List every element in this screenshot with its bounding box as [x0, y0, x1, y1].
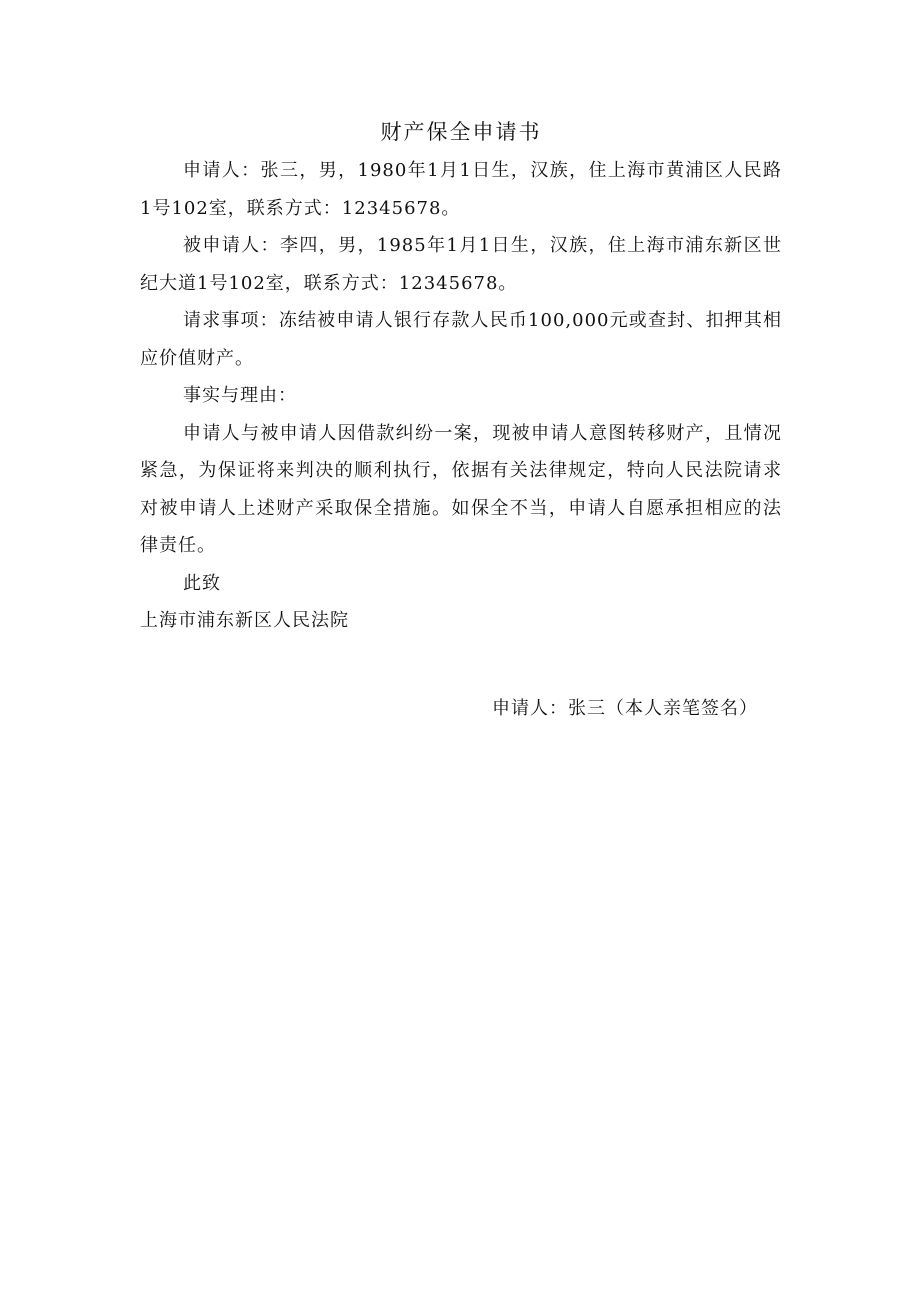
- respondent-info: 被申请人：李四，男，1985年1月1日生，汉族，住上海市浦东新区世纪大道1号102室，联系方式：12345678。: [140, 235, 782, 294]
- facts-heading: 事实与理由：: [183, 385, 297, 406]
- salutation: 此致: [183, 572, 221, 594]
- court-name: 上海市浦东新区人民法院: [140, 610, 349, 631]
- request-items: 请求事项：冻结被申请人银行存款人民币100,000元或查封、扣押其相应价值财产。: [140, 310, 782, 369]
- applicant-info: 申请人：张三，男，1980年1月1日生，汉族，住上海市黄浦区人民路1号102室，联系方式：12345678。: [140, 160, 782, 219]
- document-title: 财产保全申请书: [380, 120, 542, 144]
- applicant-signature-line: 申请人：张三（本人亲笔签名）: [492, 698, 758, 719]
- document-body: [140, 112, 782, 640]
- facts-body: 申请人与被申请人因借款纠纷一案，现被申请人意图转移财产，且情况紧急，为保证将来判决的顺利执行，依据有关法律规定，特向人民法院请求对被申请人上述财产采取保全措施。如保全不当，申请人自愿承担相应的法律责任。: [140, 422, 782, 556]
